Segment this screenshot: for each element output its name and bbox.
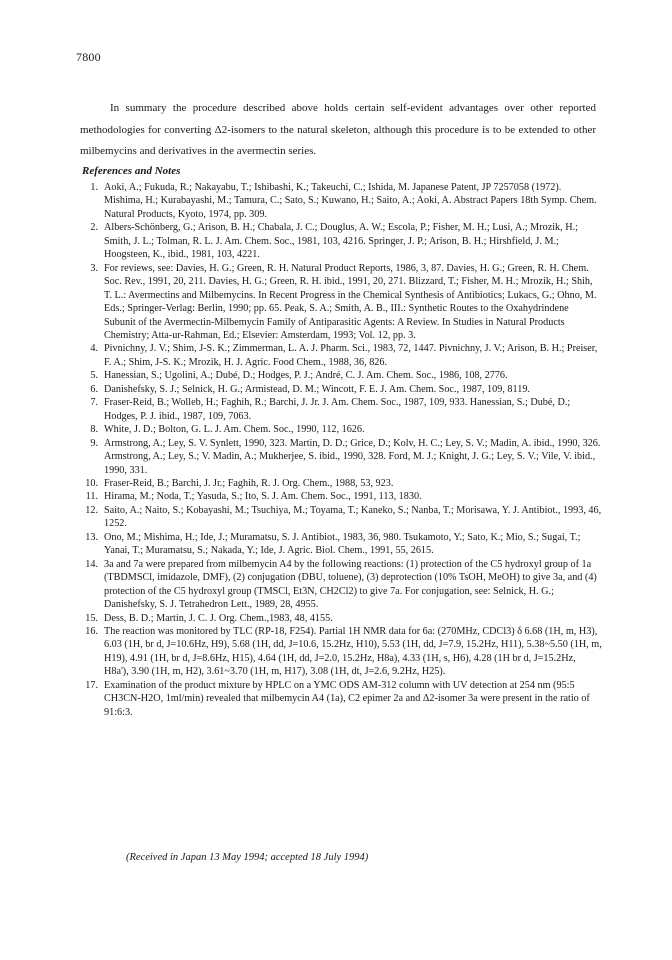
reference-text: 3a and 7a were prepared from milbemycin A4 by the following reactions: (1) protection of the C5 hydroxyl group of 1a (TBDMSCl, imidazole, DMF), (2) conjugation (DBU, toluene), (3) deprotection (10% TsOH, MeOH) to give 3a, and (4) protection of the C5 hydroxyl group (TMSCl, Et3N, CH2Cl2) to give 7a. For conjugation, see: Selnick, H. G.; Danishefsky, S. J. Tetrahedron Lett., 1989, 28, 4955.	[104, 558, 597, 611]
reference-item	[82, 612, 602, 625]
reference-item	[82, 262, 602, 343]
reference-number: 6.	[90, 383, 98, 395]
reference-number: 3.	[90, 262, 98, 274]
reference-text: Saito, A.; Naito, S.; Kobayashi, M.; Tsuchiya, M.; Toyama, T.; Kaneko, S.; Nanba, T.; Morisawa, Y. J. Antibiot., 1993, 46, 1252.	[104, 504, 602, 530]
reference-item	[82, 504, 602, 531]
reference-number: 7.	[90, 397, 98, 409]
reference-number: 13.	[85, 531, 98, 543]
summary-text: In summary the procedure described above holds certain self-evident advantages over other reported methodologies for converting Δ2-isomers to the natural skeleton, although this procedure is to be extended to other milbemycins and derivatives in the avermectin series.	[80, 102, 596, 157]
reference-item	[82, 423, 602, 436]
reference-item	[82, 531, 602, 558]
reference-text: Fraser-Reid, B.; Wolleb, H.; Faghih, R.; Barchi, J. Jr. J. Am. Chem. Soc., 1987, 109, 933. Hanessian, S.; Dubé, D.; Hodges, P. J. ibid., 1987, 109, 7063.	[104, 397, 571, 422]
reference-text: Ono, M.; Mishima, H.; Ide, J.; Muramatsu, S. J. Antibiot., 1983, 36, 980. Tsukamoto, Y.; Sato, K.; Mio, S.; Sugai, T.; Yanai, T.; Muramatsu, S.; Nakada, Y.; Ide, J. Agric. Biol. Chem., 1991, 55, 2615.	[104, 531, 581, 557]
reference-number: 15.	[85, 612, 98, 624]
reference-number: 8.	[90, 424, 98, 436]
received-date: (Received in Japan 13 May 1994; accepted 18 July 1994)	[126, 852, 369, 863]
reference-number: 5.	[90, 370, 98, 382]
page-number: 7800	[76, 50, 101, 64]
reference-text: Examination of the product mixture by HPLC on a YMC ODS AM-312 column with UV detection at 254 nm (95:5 CH3CN-H2O, 1ml/min) revealed that milbemycin A4 (1a), C2 epimer 2a and Δ2-isomer 3a were present in the ratio of 91:6:3.	[104, 679, 590, 718]
reference-number: 2.	[90, 222, 98, 234]
reference-item	[82, 369, 602, 382]
reference-number: 1.	[90, 182, 98, 193]
reference-number: 9.	[90, 437, 98, 449]
reference-text: Armstrong, A.; Ley, S. V. Synlett, 1990, 323. Martin, D. D.; Grice, D.; Kolv, H. C.; Ley, S. V.; Madin, A. ibid., 1990, 326. Armstrong, A.; Ley, S.; V. Madin, A.; Mukherjee, S. ibid., 1990, 328. Ford, M. J.; Knight, J. G.; Ley, S. V.; Vile, V. ibid., 1990, 331.	[104, 437, 601, 476]
reference-number: 12.	[85, 504, 98, 516]
reference-item	[82, 437, 602, 477]
reference-item	[82, 490, 602, 503]
reference-text: Danishefsky, S. J.; Selnick, H. G.; Armistead, D. M.; Wincott, F. E. J. Am. Chem. Soc., 1987, 109, 8119.	[104, 383, 530, 395]
reference-text: White, J. D.; Bolton, G. L. J. Am. Chem. Soc., 1990, 112, 1626.	[104, 424, 365, 436]
reference-item	[82, 181, 602, 221]
reference-text: The reaction was monitored by TLC (RP-18, F254). Partial 1H NMR data for 6a: (270MHz, CDCl3) δ 6.68 (1H, m, H3), 6.03 (1H, br d, J=10.6Hz, H9), 5.68 (1H, dd, J=10.6, 15.2Hz, H10), 5.53 (1H, dd, J=7.9, 15.2Hz, H11), 5.38~5.50 (1H, m, H19), 4.91 (1H, br d, J=8.6Hz, H15), 4.64 (1H, dd, J=2.0, 15.2Hz, H8a), 4.33 (1H, s, H6), 4.28 (1H br d, J=15.2Hz, H8a'), 3.90 (1H, m, H2), 3.61~3.70 (1H, m, H17), 3.08 (1H, dt, J=2.6, 9.2Hz, H25).	[104, 625, 602, 678]
reference-item	[82, 221, 602, 261]
reference-item	[82, 396, 602, 423]
reference-number: 17.	[85, 679, 98, 691]
reference-text: For reviews, see: Davies, H. G.; Green, R. H. Natural Product Reports, 1986, 3, 87. Davies, H. G.; Green, R. H. Chem. Soc. Rev., 1991, 20, 211. Davies, H. G.; Green, R. H. ibid., 1991, 20, 271. Blizzard, T.; Fisher, M. H.; Mrozik, H.; Shih, T. L.: Avermectins and Milbemycins. In Recent Progress in the Chemical Synthesis of Antibiotics; Lukacs, G.; Ohno, M. Eds.; Springer-Verlag: Berlin, 1990; pp. 65. Peak, S. A.; Smith, A. B., III.: Synthetic Routes to the Oxahydrindene Subunit of the Avermectin-Milbemycin Family of Antiparasitic Agents: A Review. In Studies in Natural Products Chemistry; Atta-ur-Rahman, Ed.; Elsevier: Amsterdam, 1993; Vol. 12, pp. 3.	[104, 262, 597, 341]
reference-text: Dess, B. D.; Martin, J. C. J. Org. Chem.,1983, 48, 4155.	[104, 612, 333, 624]
reference-item	[82, 342, 602, 369]
summary-paragraph	[80, 98, 596, 163]
reference-number: 11.	[85, 491, 98, 503]
reference-number: 10.	[85, 477, 98, 489]
reference-item	[82, 383, 602, 396]
reference-number: 14.	[85, 558, 98, 570]
reference-text: Hanessian, S.; Ugolini, A.; Dubé, D.; Hodges, P. J.; André, C. J. Am. Chem. Soc., 1986, 108, 2776.	[104, 370, 508, 382]
reference-text: Fraser-Reid, B.; Barchi, J. Jr.; Faghih, R. J. Org. Chem., 1988, 53, 923.	[104, 477, 394, 489]
reference-text: Pivnichny, J. V.; Shim, J-S. K.; Zimmerman, L. A. J. Pharm. Sci., 1983, 72, 1447. Pivnichny, J. V.; Arison, B. H.; Preiser, F. A.; Shim, J-S. K.; Mrozik, H. J. Agric. Food Chem., 1988, 36, 826.	[104, 343, 598, 368]
reference-item	[82, 679, 602, 719]
reference-list	[82, 181, 602, 719]
reference-number: 16.	[85, 625, 98, 637]
reference-text: Albers-Schönberg, G.; Arison, B. H.; Chabala, J. C.; Douglus, A. W.; Escola, P.; Fisher, M. H.; Lusi, A.; Mrozik, H.; Smith, J. L.; Tolman, R. L. J. Am. Chem. Soc., 1981, 103, 4216. Springer, J. P.; Arison, B. H.; Hirshfield, J. M.; Hoogsteen, K., ibid., 1981, 103, 4221.	[104, 222, 578, 261]
reference-item	[82, 558, 602, 612]
reference-text: Aoki, A.; Fukuda, R.; Nakayabu, T.; Ishibashi, K.; Takeuchi, C.; Ishida, M. Japanese Patent, JP 7257058 (1972). Mishima, H.; Kurabayashi, M.; Tamura, C.; Sato, S.; Kuwano, H.; Saito, A.; Aoki, A. Abstract Papers 18th Symp. Chem. Natural Products, Kyoto, 1974, pp. 309.	[104, 182, 597, 220]
reference-item	[82, 625, 602, 679]
reference-text: Hirama, M.; Noda, T.; Yasuda, S.; Ito, S. J. Am. Chem. Soc., 1991, 113, 1830.	[104, 491, 422, 503]
references-heading: References and Notes	[82, 165, 181, 177]
reference-item	[82, 477, 602, 490]
reference-number: 4.	[90, 343, 98, 355]
